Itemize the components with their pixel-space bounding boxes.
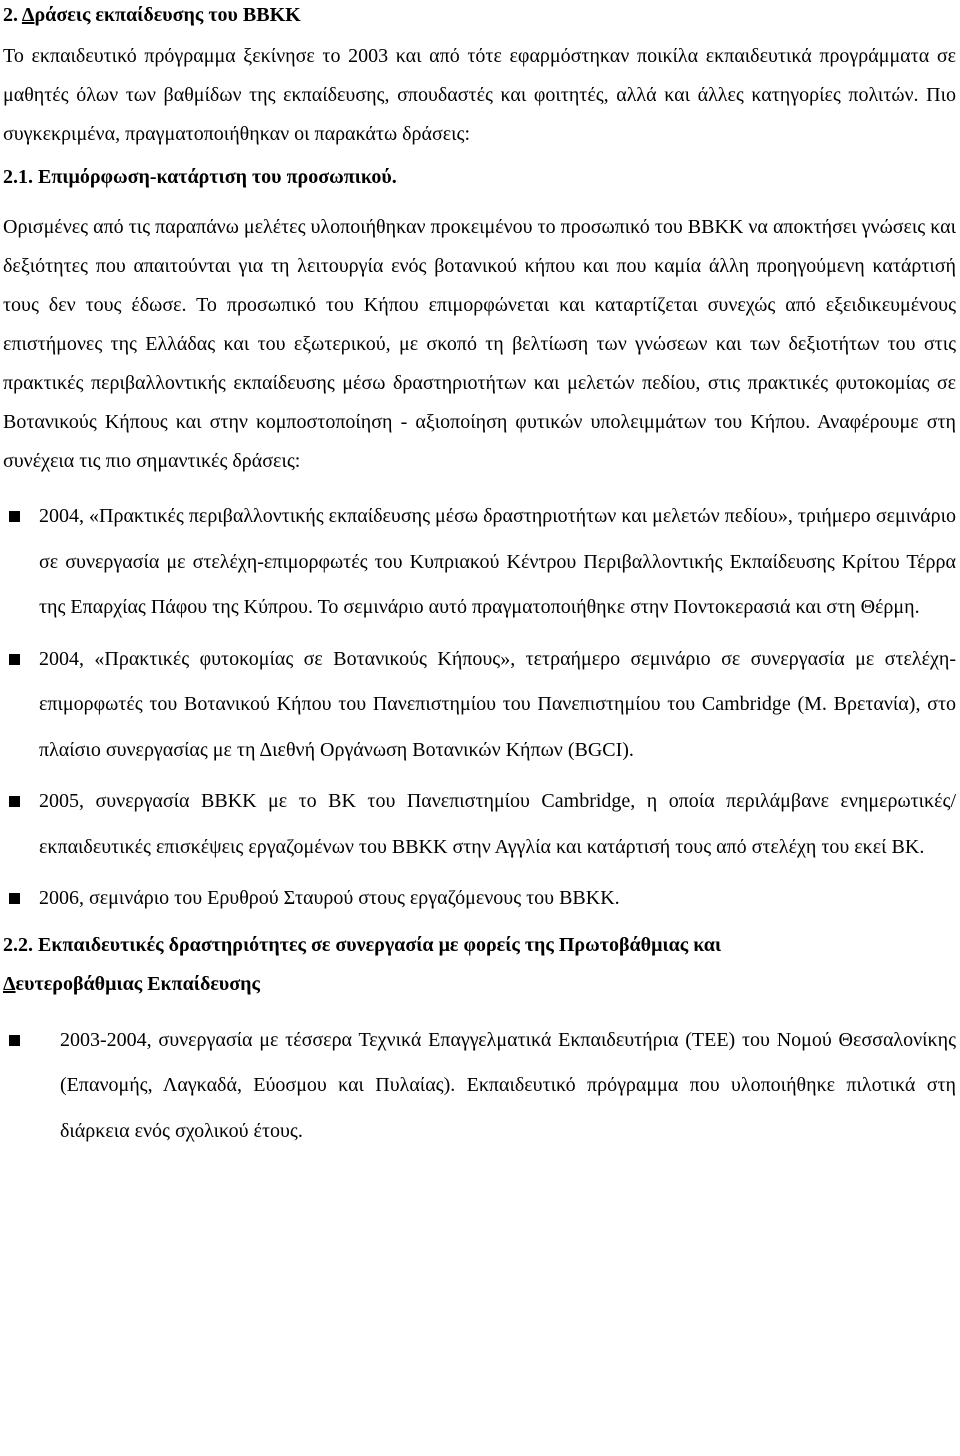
list-item-text: 2004, «Πρακτικές φυτοκομίας σε Βοτανικούς Κήπους», τετραήμερο σεμινάριο σε συνεργασία με στελέχη-επιμορφωτές του Βοτανικού Κήπου του Πανεπιστημίου του Πανεπιστημίου του Cambridge (Μ. Βρετανία), στο πλαίσιο συνεργασίας με τη Διεθνή Οργάνωση Βοτανικών Κήπων (BGCI).: [39, 647, 956, 761]
intro-paragraph: Το εκπαιδευτικό πρόγραμμα ξεκίνησε το 2003 και από τότε εφαρμόστηκαν ποικίλα εκπαιδευτικά προγράμματα σε μαθητές όλων των βαθμίδων της εκπαίδευσης, σπουδαστές και φοιτητές, αλλά και άλλες κατηγορίες πολιτών. Πιο συγκεκριμένα, πραγματοποιήθηκαν οι παρακάτω δράσεις:: [3, 45, 956, 145]
list-item-text: 2004, «Πρακτικές περιβαλλοντικής εκπαίδευσης μέσω δραστηριοτήτων και μελετών πεδίου», τριήμερο σεμινάριο σε συνεργασία με στελέχη-επιμορφωτές του Κυπριακού Κέντρου Περιβαλλοντικής Εκπαίδευσης Κρίτου Τέρρα της Επαρχίας Πάφου της Κύπρου. Το σεμινάριο αυτό πραγματοποιήθηκε στην Ποντοκερασιά και στη Θέρμη.: [39, 505, 956, 618]
subsection-heading-2-2: [3, 926, 956, 1004]
square-bullet-icon: [9, 1035, 20, 1046]
list-item: [3, 876, 956, 922]
subsection-title-line1: 2.2. Εκπαιδευτικές δραστηριότητες σε συνεργασία με φορείς της Πρωτοβάθμιας και: [3, 933, 722, 956]
list-item-text: 2005, συνεργασία ΒΒΚΚ με το ΒΚ του Πανεπιστημίου Cambridge, η οποία περιλάμβανε ενημερωτικές/εκπαιδευτικές επισκέψεις εργαζομένων του ΒΒΚΚ στην Αγγλία και κατάρτισή τους από στελέχη του εκεί ΒΚ.: [39, 790, 956, 858]
section-number: 2.: [3, 4, 18, 26]
section-heading: [3, 0, 956, 29]
subsection-title: Επιμόρφωση-κατάρτιση του προσωπικού.: [38, 166, 397, 188]
section-title: ράσεις εκπαίδευσης του ΒΒΚΚ: [34, 4, 301, 26]
subsection-title-initial: Δ: [3, 972, 16, 995]
square-bullet-icon: [9, 654, 20, 665]
list-item: [3, 637, 956, 774]
section-title-initial: Δ: [21, 4, 35, 26]
square-bullet-icon: [9, 511, 20, 522]
list-item: [3, 779, 956, 870]
subsection-number: 2.1.: [3, 166, 33, 188]
staff-training-paragraph: Ορισμένες από τις παραπάνω μελέτες υλοποιήθηκαν προκειμένου το προσωπικό του ΒΒΚΚ να αποκτήσει γνώσεις και δεξιότητες που απαιτούνται για τη λειτουργία ενός βοτανικού κήπου και που καμία άλλη προηγούμενη κατάρτισή τους δεν τους έδωσε. Το προσωπικό του Κήπου επιμορφώνεται και καταρτίζεται συνεχώς από εξειδικευμένους επιστήμονες της Ελλάδας και του εξωτερικού, με σκοπό τη βελτίωση των γνώσεων και των δεξιοτήτων του στις πρακτικές περιβαλλοντικής εκπαίδευσης μέσω δραστηριοτήτων και μελετών πεδίου, στις πρακτικές φυτοκομίας σε Βοτανικούς Κήπους και στην κομποστοποίηση - αξιοποίηση φυτικών υπολειμμάτων του Κήπου. Αναφέρουμε στη συνέχεια τις πιο σημαντικές δράσεις:: [3, 216, 956, 472]
list-item-text: 2003-2004, συνεργασία με τέσσερα Τεχνικά Επαγγελματικά Εκπαιδευτήρια (ΤΕΕ) του Νομού Θεσσαλονίκης (Επανομής, Λαγκαδά, Εύοσμου και Πυλαίας). Εκπαιδευτικό πρόγραμμα που υλοποιήθηκε πιλοτικά στη διάρκεια ενός σχολικού έτους.: [60, 1028, 956, 1142]
subsection-title-line2: ευτεροβάθμιας Εκπαίδευσης: [15, 972, 260, 995]
square-bullet-icon: [9, 893, 20, 904]
subsection-heading-2-1: [3, 158, 956, 197]
training-actions-list: [3, 494, 956, 922]
list-item: [3, 494, 956, 631]
school-cooperation-list: [3, 1018, 956, 1155]
list-item: [3, 1018, 956, 1155]
square-bullet-icon: [9, 796, 20, 807]
list-item-text: 2006, σεμινάριο του Ερυθρού Σταυρού στους εργαζόμενους του ΒΒΚΚ.: [39, 887, 620, 909]
